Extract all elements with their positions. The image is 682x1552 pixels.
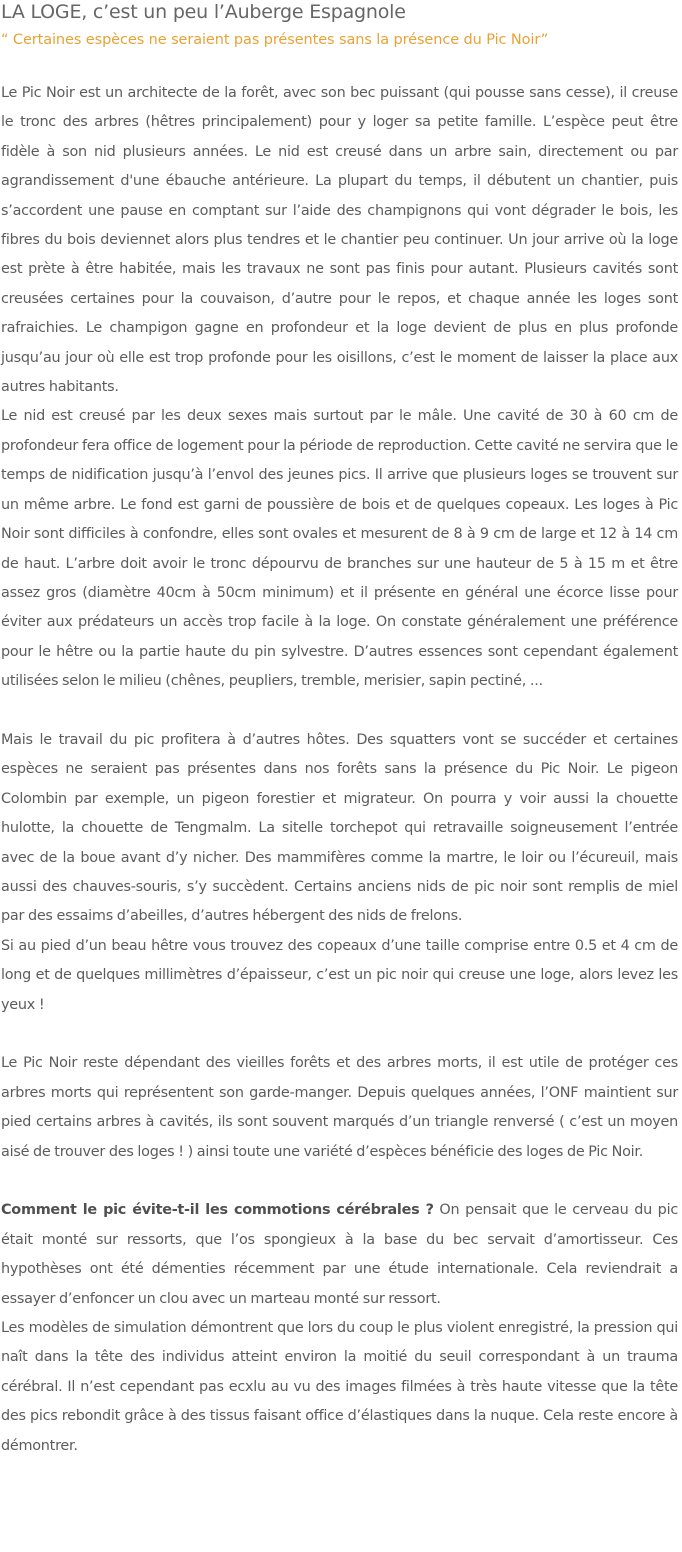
article-subtitle-quote: “ Certaines espèces ne seraient pas présentes sans la présence du Pic Noir” [1, 32, 549, 48]
paragraph-simulation: Les modèles de simulation démontrent que lors du coup le plus violent enregistré, la pression qui naît dans la tête des individus atteint environ la moitié du seuil correspondant à un trauma cérébral. Il n’est cependant pas ecxlu au vu des images filmées à très haute vitesse que la tête des pics rebondit grâce à des tissus faisant office d’élastiques dans la nuque. Cela reste encore à démontrer. [1, 1320, 678, 1454]
article [1, 0, 678, 1461]
paragraph-dead-trees: Le Pic Noir reste dépendant des vieilles forêts et des arbres morts, il est utile de protéger ces arbres morts qui représentent son garde-manger. Depuis quelques années, l’ONF maintient sur pied certains arbres à cavités, ils sont souvent marqués d’un triangle renversé ( c’est un moyen aisé de trouver des loges ! ) ainsi toute une variété d’espèces bénéficie des loges de Pic Noir. [1, 1055, 678, 1160]
concussion-text: On pensait que le cerveau du pic était monté sur ressorts, que l’os spongieux à la base du bec servait d’amortisseur. Ces hypothèses ont été démenties récemment par une étude internationale. Cela reviendrait a essayer d’enfoncer un clou avec un marteau monté sur ressort. [1, 1202, 678, 1307]
paragraph-squatters: Mais le travail du pic profitera à d’autres hôtes. Des squatters vont se succéder et certaines espèces ne seraient pas présentes dans nos forêts sans la présence du Pic Noir. Le pigeon Colombin par exemple, un pigeon forestier et migrateur. On pourra y voir aussi la chouette hulotte, la chouette de Tengmalm. La sitelle torchepot qui retravaille soigneusement l’entrée avec de la boue avant d’y nicher. Des mammifères comme la martre, le loir ou l’écureuil, mais aussi des chauves-souris, s’y succèdent. Certains anciens nids de pic noir sont remplis de miel par des essaims d’abeilles, d’autres hébergent des nids de frelons. [1, 731, 678, 925]
paragraph-spacer [1, 1167, 678, 1196]
article-body [1, 79, 678, 1461]
paragraph-spacer [1, 1020, 678, 1049]
paragraph-architect: Le Pic Noir est un architecte de la forêt, avec son bec puissant (qui pousse sans cesse), il creuse le tronc des arbres (hêtres principalement) pour y loger sa petite famille. L’espèce peut être fidèle à son nid plusieurs années. Le nid est creusé dans un arbre sain, directement ou par agrandissement d'une ébauche antérieure. La plupart du temps, il débutent un chantier, puis s’accordent une pause en comptant sur l’aide des champignons qui vont dégrader le bois, les fibres du bois deviennet alors plus tendres et le chantier peu continuer. Un jour arrive où la loge est prète à être habitée, mais les travaux ne sont pas finis pour autant. Plusieurs cavités sont creusées certaines pour la couvaison, d’autre pour le repos, et chaque année les loges sont rafraichies. Le champigon gagne en profondeur et la loge devient de plus en plus profonde jusqu’au jour où elle est trop profonde pour les oisillons, c’est le moment de laisser la place aux autres habitants. [1, 85, 678, 396]
article-title: LA LOGE, c’est un peu l’Auberge Espagnole [1, 1, 406, 23]
paragraph-wood-chips: Si au pied d’un beau hêtre vous trouvez des copeaux d’une taille comprise entre 0.5 et 4 cm de long et de quelques millimètres d’épaisseur, c’est un pic noir qui creuse une loge, alors levez les yeux ! [1, 937, 678, 1013]
paragraph-concussion [1, 1196, 678, 1314]
concussion-question-heading: Comment le pic évite-t-il les commotions cérébrales ? [1, 1202, 434, 1219]
paragraph-nest: Le nid est creusé par les deux sexes mais surtout par le mâle. Une cavité de 30 à 60 cm de profondeur fera office de logement pour la période de reproduction. Cette cavité ne servira que le temps de nidification jusqu’à l’envol des jeunes pics. Il arrive que plusieurs loges se trouvent sur un même arbre. Le fond est garni de poussière de bois et de quelques copeaux. Les loges à Pic Noir sont difficiles à confondre, elles sont ovales et mesurent de 8 à 9 cm de large et 12 à 14 cm de haut. L’arbre doit avoir le tronc dépourvu de branches sur une hauteur de 5 à 15 m et être assez gros (diamètre 40cm à 50cm minimum) et il présente en général une écorce lisse pour éviter aux prédateurs un accès trop facile à la loge. On constate généralement une préférence pour le hêtre ou la partie haute du pin sylvestre. D’autres essences sont cependant également utilisées selon le milieu (chênes, peupliers, tremble, merisier, sapin pectiné, ... [1, 408, 678, 690]
paragraph-spacer [1, 697, 678, 726]
